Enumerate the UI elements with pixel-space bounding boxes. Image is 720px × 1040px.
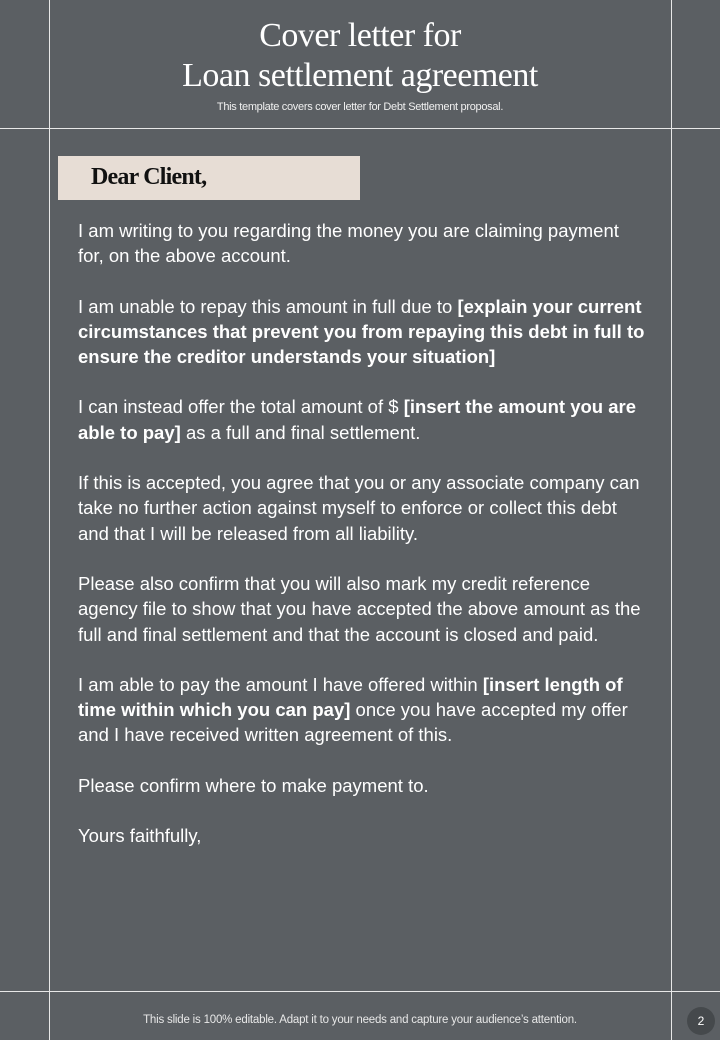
footer-text: This slide is 100% editable. Adapt it to your needs and capture your audience’s attention. bbox=[143, 1014, 577, 1026]
placeholder-text: [insert the amount you are able to pay] bbox=[78, 396, 637, 443]
paragraph-text: I am unable to repay this amount in full due to bbox=[78, 295, 458, 317]
divider-right bbox=[671, 0, 672, 1040]
page-subtitle: This template covers cover letter for Debt Settlement proposal. bbox=[216, 101, 504, 113]
paragraph-text: I am writing to you regarding the money you are claiming payment for, on the above account. bbox=[78, 220, 619, 267]
page-number: 2 bbox=[687, 1007, 715, 1035]
title-line-1: Cover letter for bbox=[259, 17, 461, 54]
paragraph-text: Please also confirm that you will also mark my credit reference agency file to show that you have accepted the above amount as the full and final settlement and that the account is closed and paid. bbox=[78, 572, 641, 645]
letter-body bbox=[78, 218, 648, 873]
paragraph-text: Yours faithfully, bbox=[78, 825, 202, 847]
letter-paragraph bbox=[78, 823, 648, 848]
letter-paragraph bbox=[78, 672, 648, 748]
letter-paragraph bbox=[78, 571, 648, 647]
title-line-2: Loan settlement agreement bbox=[182, 57, 538, 94]
divider-top bbox=[0, 128, 720, 129]
greeting-text: Dear Client, bbox=[91, 164, 207, 190]
letter-paragraph bbox=[78, 773, 648, 798]
paragraph-text: as a full and final settlement. bbox=[180, 421, 421, 443]
page-title bbox=[0, 16, 720, 96]
letter-paragraph bbox=[78, 470, 648, 546]
letter-paragraph bbox=[78, 294, 648, 370]
letter-paragraph bbox=[78, 394, 648, 445]
placeholder-text: [explain your current circumstances that prevent you from repaying this debt in full to ensure the creditor understands your situation] bbox=[78, 295, 645, 368]
greeting-box bbox=[58, 156, 360, 200]
placeholder-text: [insert length of time within which you can pay] bbox=[78, 673, 623, 721]
divider-bottom bbox=[0, 991, 720, 992]
paragraph-text: I can instead offer the total amount of $ bbox=[78, 396, 404, 418]
letter-paragraph bbox=[78, 218, 648, 269]
paragraph-text: If this is accepted, you agree that you or any associate company can take no further action against myself to enforce or collect this debt and that I will be released from all liability. bbox=[78, 472, 640, 544]
paragraph-text: once you have accepted my offer and I have received written agreement of this. bbox=[78, 699, 628, 746]
paragraph-text: I am able to pay the amount I have offered within bbox=[78, 673, 483, 695]
paragraph-text: Please confirm where to make payment to. bbox=[78, 774, 429, 796]
divider-left bbox=[49, 0, 50, 1040]
